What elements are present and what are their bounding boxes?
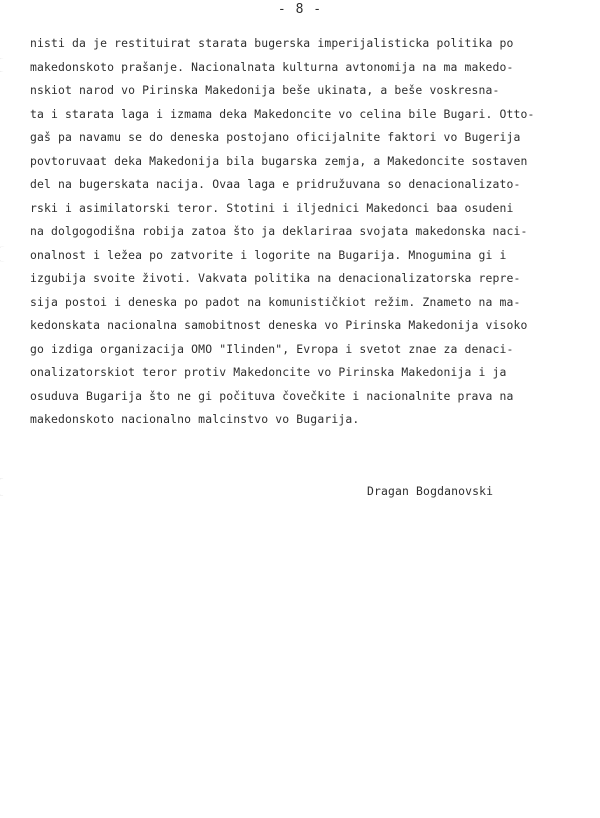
text-line: kedonskata nacionalna samobitnost deneska vo Pirinska Makedonija visoko	[30, 318, 528, 332]
punch-hole-mark	[0, 478, 11, 496]
text-line: onalnost i ležea po zatvorite i logorite na Bugarija. Mnogumina gi i	[30, 247, 507, 262]
text-line: gaš pa navamu se do deneska postojano oficijalnite faktori vo Bugerija	[30, 130, 521, 144]
text-line: osuduva Bugarija što ne gi počituva čovečkite i nacionalnite prava na	[30, 388, 514, 403]
text-line: izgubija svoite životi. Vakvata politika na denacionalizatorska repre-	[30, 271, 521, 285]
text-line: makedonskoto prašanje. Nacionalnata kulturna avtonomija na ma makedo-	[30, 59, 514, 74]
page-number: - 8 -	[277, 2, 323, 17]
text-line: del na bugerskata nacija. Ovaa laga e pridružuvana so denacionalizato-	[30, 177, 521, 191]
text-line: rski i asimilatorski teror. Stotini i iljednici Makedonci baa osudeni	[30, 200, 514, 215]
author-signature: Dragan Bogdanovski	[367, 484, 494, 498]
text-line: onalizatorskiot teror protiv Makedoncite vo Pirinska Makedonija i ja	[30, 365, 507, 379]
text-line: nskiot narod vo Pirinska Makedonija beše ukinata, a beše voskresna-	[30, 83, 500, 97]
text-line: makedonskoto nacionalno malcinstvo vo Bugarija.	[30, 412, 360, 426]
text-line: go izdiga organizacija OMO "Ilinden", Evropa i svetot znae za denaci-	[30, 341, 514, 356]
text-line: na dolgogodišna robija zatoa što ja deklariraa svojata makedonska naci-	[30, 224, 528, 238]
text-line: povtoruvaat deka Makedonija bila bugarska zemja, a Makedoncite sostaven	[30, 153, 528, 168]
punch-hole-mark	[0, 58, 11, 72]
text-line: sija postoi i deneska po padot na komunističkiot režim. Znameto na ma-	[30, 294, 521, 309]
text-line: nisti da je restituirat starata bugerska imperijalisticka politika po	[30, 36, 514, 50]
punch-hole-mark	[0, 246, 13, 262]
text-line: ta i starata laga i izmama deka Makedoncite vo celina bile Bugari. Otto-	[30, 106, 535, 121]
typed-paragraph	[30, 32, 590, 432]
